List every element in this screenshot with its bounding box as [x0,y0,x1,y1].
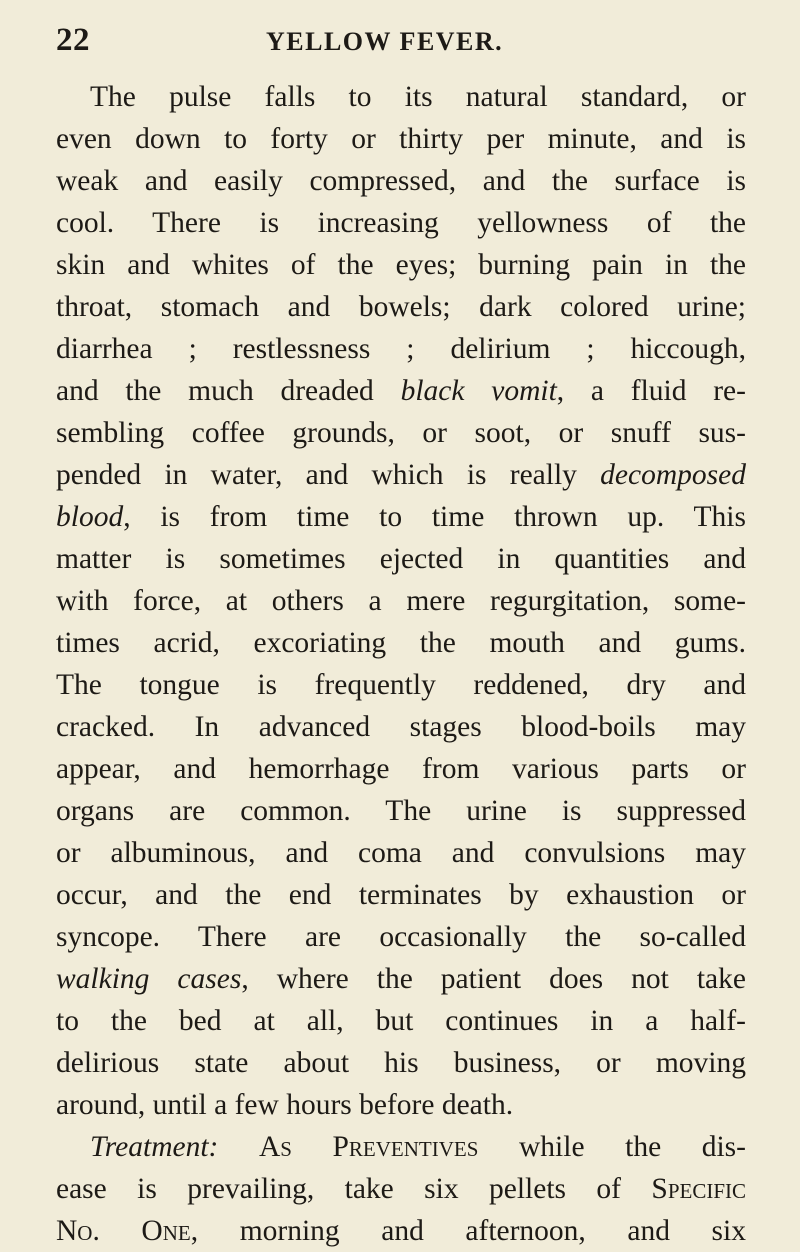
text-line [56,454,746,496]
text-segment: , a fluid re- [556,375,746,407]
text-segment: occur, and the end terminates by exhaustion or [56,879,746,911]
text-segment: sembling coffee grounds, or soot, or snuff sus- [56,417,746,449]
text-segment: cool. There is increasing yellowness of the [56,207,746,239]
text-line [56,1210,746,1252]
text-line [56,286,746,328]
text-segment: , morning and afternoon, and six [190,1215,746,1247]
text-segment: diarrhea ; restlessness ; delirium ; hiccough, [56,333,746,365]
text-segment: cracked. In advanced stages blood-boils may [56,711,746,743]
text-line [56,1126,746,1168]
small-caps-phrase: As Preventives [258,1131,479,1163]
text-line [56,538,746,580]
text-line [56,202,746,244]
text-segment: to the bed at all, but continues in a half- [56,1005,746,1037]
text-segment: appear, and hemorrhage from various parts or [56,753,746,785]
text-segment: throat, stomach and bowels; dark colored urine; [56,291,746,323]
text-line [56,1084,746,1126]
text-line [56,706,746,748]
text-line [56,1168,746,1210]
text-line [56,790,746,832]
text-line [56,76,746,118]
italic-phrase: blood [56,501,124,533]
text-segment: organs are common. The urine is suppressed [56,795,746,827]
running-head: YELLOW FEVER. [266,27,504,56]
text-line [56,664,746,706]
text-line [56,328,746,370]
text-segment: , is from time to time thrown up. This [123,501,746,533]
text-line [56,874,746,916]
page-number: 22 [56,22,90,58]
text-segment: times acrid, excoriating the mouth and gums. [56,627,746,659]
small-caps-phrase: Specific [651,1173,746,1205]
text-segment: The pulse falls to its natural standard, or [90,81,746,113]
text-segment: and the much dreaded [56,375,401,407]
text-line [56,118,746,160]
italic-phrase: black vomit [400,375,557,407]
text-segment: The tongue is frequently reddened, dry and [56,669,746,701]
text-segment: delirious state about his business, or moving [56,1047,746,1079]
text-segment: syncope. There are occasionally the so-called [56,921,746,953]
text-segment: ease is prevailing, take six pellets of [56,1173,652,1205]
text-segment: while the dis- [478,1131,746,1163]
small-caps-phrase: No. One [56,1215,191,1247]
text-line [56,832,746,874]
text-segment: weak and easily compressed, and the surface is [56,165,746,197]
text-line [56,412,746,454]
italic-phrase: Treatment: [90,1131,219,1163]
text-segment: or albuminous, and coma and convulsions may [56,837,746,869]
text-segment: even down to forty or thirty per minute, and is [56,123,746,155]
text-line [56,1042,746,1084]
text-segment: , where the patient does not take [241,963,746,995]
text-segment [218,1131,259,1163]
text-line [56,370,746,412]
text-line [56,580,746,622]
page-header [56,18,746,60]
text-segment: with force, at others a mere regurgitation, some- [56,585,746,617]
italic-phrase: walking cases [56,963,242,995]
text-segment: around, until a few hours before death. [56,1089,514,1121]
text-segment: matter is sometimes ejected in quantities and [56,543,746,575]
body-text [56,76,746,1252]
text-line [56,244,746,286]
italic-phrase: decomposed [600,459,746,491]
text-line [56,622,746,664]
text-segment: skin and whites of the eyes; burning pain in the [56,249,746,281]
text-line [56,1000,746,1042]
text-line [56,748,746,790]
text-line [56,496,746,538]
text-segment: pended in water, and which is really [56,459,601,491]
text-line [56,916,746,958]
text-line [56,958,746,1000]
text-line [56,160,746,202]
